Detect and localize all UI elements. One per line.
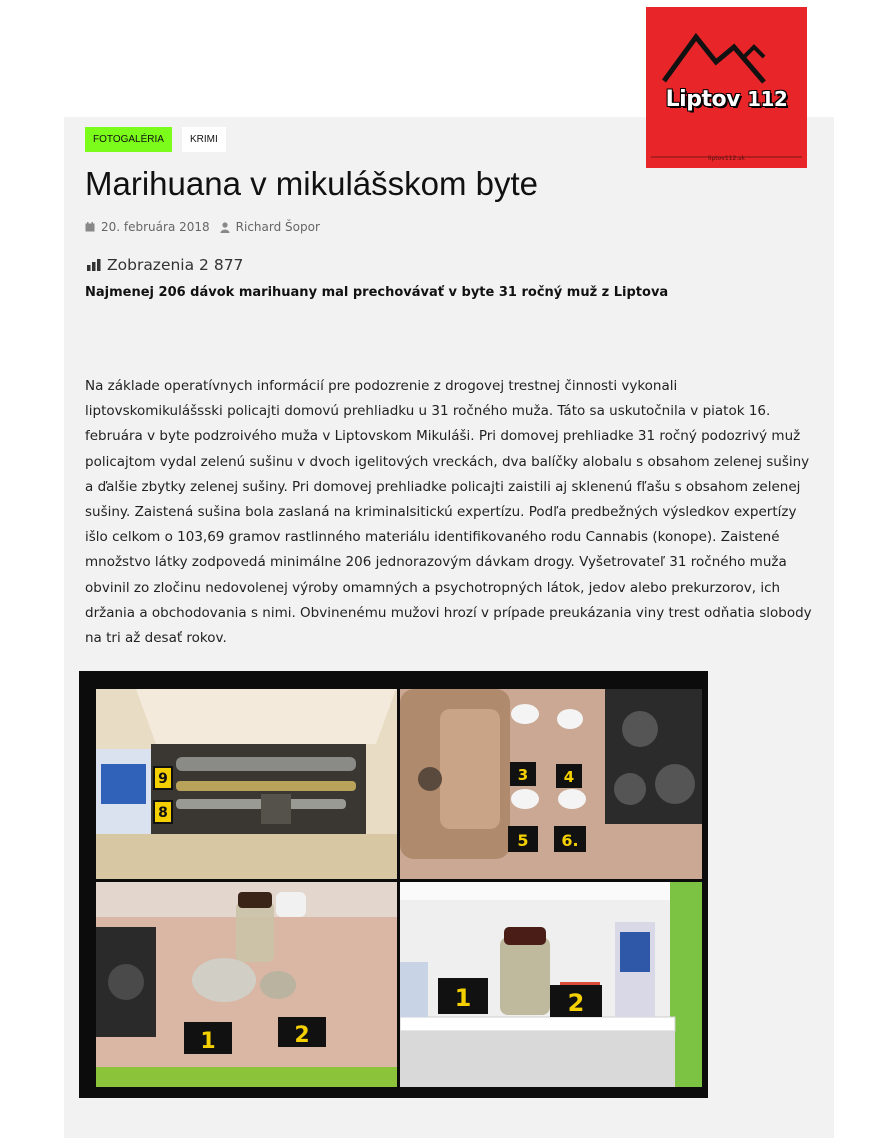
marker-8: 8 (158, 805, 168, 821)
gallery-photo-cabinet[interactable] (96, 689, 397, 879)
article-date[interactable]: 20. februára 2018 (101, 220, 210, 234)
marker-6: 6. (561, 831, 579, 850)
gallery-photo-countertop[interactable] (96, 882, 397, 1087)
marker-4: 4 (563, 768, 575, 786)
logo-url: liptov112.sk (708, 155, 745, 162)
category-badges (85, 127, 226, 152)
gallery-photo-shelf[interactable] (400, 882, 702, 1087)
logo-number: 112 (747, 87, 788, 111)
article-lead: Najmenej 206 dávok marihuany mal prechovávať v byte 31 ročný muž z Liptova (85, 285, 669, 300)
article-title: Marihuana v mikulášskom byte (85, 165, 539, 202)
article-author[interactable]: Richard Šopor (235, 220, 320, 234)
marker-shelf-2: 2 (567, 989, 585, 1017)
photo-gallery[interactable] (79, 671, 708, 1098)
view-counter (87, 256, 243, 274)
category-fotogaleria[interactable]: FOTOGALÉRIA (85, 127, 172, 152)
marker-1: 1 (200, 1029, 216, 1054)
marker-2: 2 (294, 1023, 310, 1048)
marker-3: 3 (517, 766, 529, 784)
marker-9: 9 (158, 771, 168, 787)
calendar-icon (85, 222, 95, 232)
view-count: Zobrazenia 2 877 (107, 256, 244, 274)
article-meta (85, 220, 320, 234)
article-body: Na základe operatívnych informácií pre podozrenie z drogovej trestnej činnosti vykonali liptovskomikulášsski policajti domovú prehliadku u 31 ročného muža. Táto sa uskutočnila v piatok 16. februára v byte podzroivého muža v Liptovskom Mikuláši. Pri domovej prehliadke 31 ročný podozrivý muž policajtom vydal zelenú sušinu v dvoch igelitových vreckách, dva balíčky alobalu s obsahom zelenej sušiny a ďalšie zbytky zelenej sušiny. Pri domovej prehliadke policajti zaistili aj sklenenú fľašu s obsahom zelenej sušiny. Zaistená sušina bola zaslaná na kriminalsitickú expertízu. Podľa predbežných výsledkov expertízy išlo celkom o 103,69 gramov rastlinného materiálu identifikovaného rodu Cannabis (konope). Zaistené množstvo látky zodpovedá minimálne 206 jednorazovým dávkam drogy. Vyšetrovateľ 31 ročného muža obvinil zo zločinu nedovolenej výroby omamných a psychotropných látok, jedov alebo prekurzorov, ich držania a obchodovania s nimi. Obvinenému mužovi hrozí v prípade preukázania viny trest odňatia slobody na tri až desať rokov. (85, 378, 812, 647)
gallery-photo-stove[interactable] (400, 689, 702, 879)
user-icon (220, 222, 230, 233)
category-krimi[interactable]: KRIMI (182, 127, 226, 152)
site-logo[interactable] (646, 7, 807, 168)
logo-wordmark (646, 87, 807, 112)
logo-brand: Liptov (665, 87, 740, 112)
bar-chart-icon (87, 259, 101, 271)
marker-shelf-1: 1 (454, 984, 472, 1012)
marker-5: 5 (517, 831, 529, 850)
